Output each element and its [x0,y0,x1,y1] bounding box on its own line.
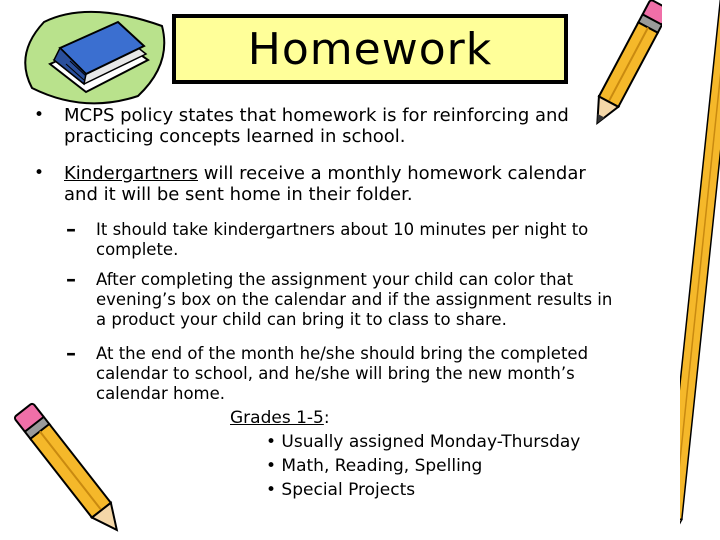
sub-bullet-2 [66,267,613,330]
sub-bullet-2-line-1: After completing the assignment your child can color that [96,270,574,289]
bullet-1-line-1: MCPS policy states that homework is for reinforcing and [64,105,569,126]
sub-bullet-2-marker: – [66,267,76,291]
grades-item-2: • Math, Reading, Spelling [266,456,483,476]
sub-bullet-2-line-2: evening’s box on the calendar and if the assignment results in [96,290,613,309]
sub-bullet-3 [66,341,589,404]
page-title: Homework [247,23,493,75]
bullet-2-line-2: and it will be sent home in their folder. [64,184,413,205]
kindergartners-word: Kindergartners [64,163,198,184]
sub-bullet-3-line-2: calendar to school, and he/she will bring the new month’s [96,364,575,383]
sub-bullet-3-marker: – [66,341,76,365]
sub-bullet-1-marker: – [66,217,76,241]
bullet-1-marker: • [34,105,45,125]
sub-bullet-1-line-1: It should take kindergartners about 10 minutes per night to [96,220,589,239]
grades-heading [230,406,330,430]
grades-heading-colon: : [323,408,330,428]
sub-bullet-1 [66,217,589,260]
sub-bullet-1-line-2: complete. [96,240,179,259]
bullet-1 [34,105,569,147]
sub-bullet-2-line-3: a product your child can bring it to class to share. [96,310,507,329]
bullet-1-line-2: practicing concepts learned in school. [64,126,406,147]
grades-item-3: • Special Projects [266,480,416,500]
bullet-2-line-1-rest: will receive a monthly homework calendar [197,163,586,184]
bullet-2-marker: • [34,163,45,183]
bullet-2 [34,163,586,205]
grades-item-1: • Usually assigned Monday-Thursday [266,432,581,452]
bullet-2-line-1 [64,163,586,184]
sub-bullet-3-line-3: calendar home. [96,384,226,403]
grades-heading-text: Grades 1-5 [230,408,324,428]
sub-bullet-3-line-1: At the end of the month he/she should bring the completed [96,344,589,363]
